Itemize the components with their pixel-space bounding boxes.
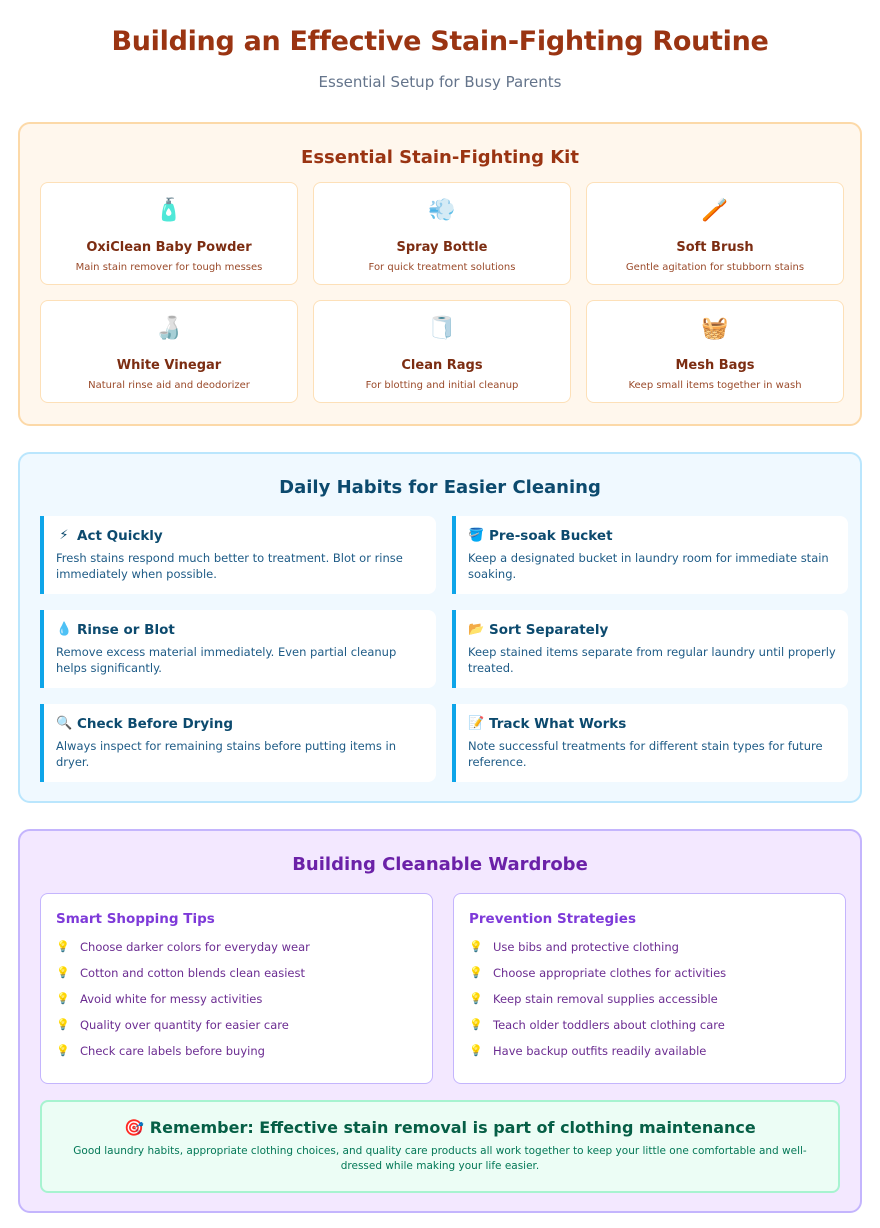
section-title: Daily Habits for Easier Cleaning: [279, 477, 601, 498]
kit-grid: [40, 182, 840, 403]
page-title: Building an Effective Stain-Fighting Routine: [111, 26, 769, 57]
callout-title: [42, 1116, 838, 1140]
list-item-text: Choose appropriate clothes for activities: [493, 966, 727, 980]
section-title: Essential Stain-Fighting Kit: [301, 147, 579, 168]
droplet-icon: 💧: [56, 622, 73, 637]
dash-spray-icon: 💨: [428, 198, 456, 223]
stain-kit-section: [18, 122, 862, 426]
list-item: [469, 1038, 830, 1064]
list-item: [469, 960, 830, 986]
memo-icon: 📝: [468, 716, 485, 731]
list-item-text: Check care labels before buying: [80, 1044, 265, 1058]
shopping-tips-list: [56, 934, 417, 1064]
kit-item-name: OxiClean Baby Powder: [86, 240, 252, 255]
kit-card: [40, 182, 298, 285]
habit-title: Track What Works: [489, 716, 627, 732]
lightbulb-icon: 💡: [469, 966, 483, 979]
callout-title-text: Remember: Effective stain removal is part of clothing maintenance: [149, 1118, 756, 1137]
habit-text: Remove excess material immediately. Even partial cleanup helps significantly.: [56, 645, 397, 675]
card-title: Smart Shopping Tips: [56, 911, 215, 927]
lightbulb-icon: 💡: [56, 940, 70, 953]
kit-card: [40, 300, 298, 403]
basket-icon: 🧺: [701, 316, 729, 341]
kit-item-desc: Keep small items together in wash: [628, 380, 802, 391]
kit-item-desc: For blotting and initial cleanup: [365, 380, 519, 391]
list-item-text: Quality over quantity for easier care: [80, 1018, 289, 1032]
list-item: [56, 1012, 417, 1038]
lightbulb-icon: 💡: [469, 940, 483, 953]
list-item: [56, 960, 417, 986]
list-item-text: Have backup outfits readily available: [493, 1044, 707, 1058]
remember-callout: [40, 1100, 840, 1193]
list-item: [56, 1038, 417, 1064]
habit-text: Always inspect for remaining stains before putting items in dryer.: [56, 739, 396, 769]
magnifier-icon: 🔍: [56, 716, 73, 731]
list-item-text: Avoid white for messy activities: [80, 992, 263, 1006]
card-title: Prevention Strategies: [469, 911, 636, 927]
daily-habits-section: [18, 452, 862, 803]
folder-icon: 📂: [468, 622, 485, 637]
list-item: [56, 986, 417, 1012]
kit-card: [313, 300, 571, 403]
callout-text: Good laundry habits, appropriate clothing choices, and quality care products all work together to keep your little one comfortable and well-dressed while making your life easier.: [73, 1145, 807, 1172]
habit-card: [40, 516, 436, 594]
page-header: [18, 0, 862, 122]
prevention-list: [469, 934, 830, 1064]
habit-title: Sort Separately: [489, 622, 609, 638]
habit-card: [40, 610, 436, 688]
list-item-text: Choose darker colors for everyday wear: [80, 940, 310, 954]
habit-text: Note successful treatments for different stain types for future reference.: [468, 739, 823, 769]
habit-text: Fresh stains respond much better to treatment. Blot or rinse immediately when possible.: [56, 551, 403, 581]
habit-title: Check Before Drying: [77, 716, 234, 732]
section-title: Building Cleanable Wardrobe: [292, 854, 588, 875]
habit-card: [452, 610, 848, 688]
habit-text: Keep a designated bucket in laundry room for immediate stain soaking.: [468, 551, 829, 581]
lightbulb-icon: 💡: [56, 992, 70, 1005]
target-icon: 🎯: [124, 1118, 145, 1137]
list-item-text: Teach older toddlers about clothing care: [493, 1018, 725, 1032]
bucket-icon: 🪣: [468, 528, 485, 543]
kit-card: [586, 300, 844, 403]
habit-card: [452, 704, 848, 782]
kit-item-name: Soft Brush: [676, 240, 754, 255]
list-item: [469, 1012, 830, 1038]
list-item-text: Use bibs and protective clothing: [493, 940, 679, 954]
lightning-icon: ⚡: [59, 528, 69, 543]
lightbulb-icon: 💡: [469, 1018, 483, 1031]
kit-item-name: Mesh Bags: [675, 358, 755, 373]
lightbulb-icon: 💡: [56, 1044, 70, 1057]
wardrobe-grid: [40, 893, 840, 1084]
habit-grid: [40, 516, 840, 782]
kit-item-desc: Natural rinse aid and deodorizer: [88, 380, 250, 391]
list-item: [56, 934, 417, 960]
kit-item-desc: Main stain remover for tough messes: [75, 262, 263, 273]
kit-item-name: Clean Rags: [401, 358, 483, 373]
prevention-strategies-card: [453, 893, 846, 1084]
paper-roll-icon: 🧻: [428, 316, 456, 341]
list-item-text: Keep stain removal supplies accessible: [493, 992, 718, 1006]
habit-title: Pre-soak Bucket: [489, 528, 613, 544]
kit-item-desc: Gentle agitation for stubborn stains: [625, 262, 805, 273]
kit-card: [586, 182, 844, 285]
habit-card: [452, 516, 848, 594]
kit-item-desc: For quick treatment solutions: [368, 262, 516, 273]
habit-text: Keep stained items separate from regular laundry until properly treated.: [468, 645, 836, 675]
kit-item-name: Spray Bottle: [396, 240, 488, 255]
lightbulb-icon: 💡: [469, 1044, 483, 1057]
habit-card: [40, 704, 436, 782]
shopping-tips-card: [40, 893, 433, 1084]
kit-item-name: White Vinegar: [116, 358, 222, 373]
list-item-text: Cotton and cotton blends clean easiest: [80, 966, 305, 980]
cleanable-wardrobe-section: [18, 829, 862, 1213]
lightbulb-icon: 💡: [56, 966, 70, 979]
page-subtitle: Essential Setup for Busy Parents: [318, 73, 562, 91]
habit-title: Rinse or Blot: [77, 622, 175, 638]
lotion-bottle-icon: 🧴: [155, 198, 183, 223]
lightbulb-icon: 💡: [469, 992, 483, 1005]
list-item: [469, 934, 830, 960]
list-item: [469, 986, 830, 1012]
toothbrush-icon: 🪥: [701, 198, 729, 223]
sake-bottle-icon: 🍶: [155, 316, 183, 341]
lightbulb-icon: 💡: [56, 1018, 70, 1031]
kit-card: [313, 182, 571, 285]
habit-title: Act Quickly: [77, 528, 163, 544]
